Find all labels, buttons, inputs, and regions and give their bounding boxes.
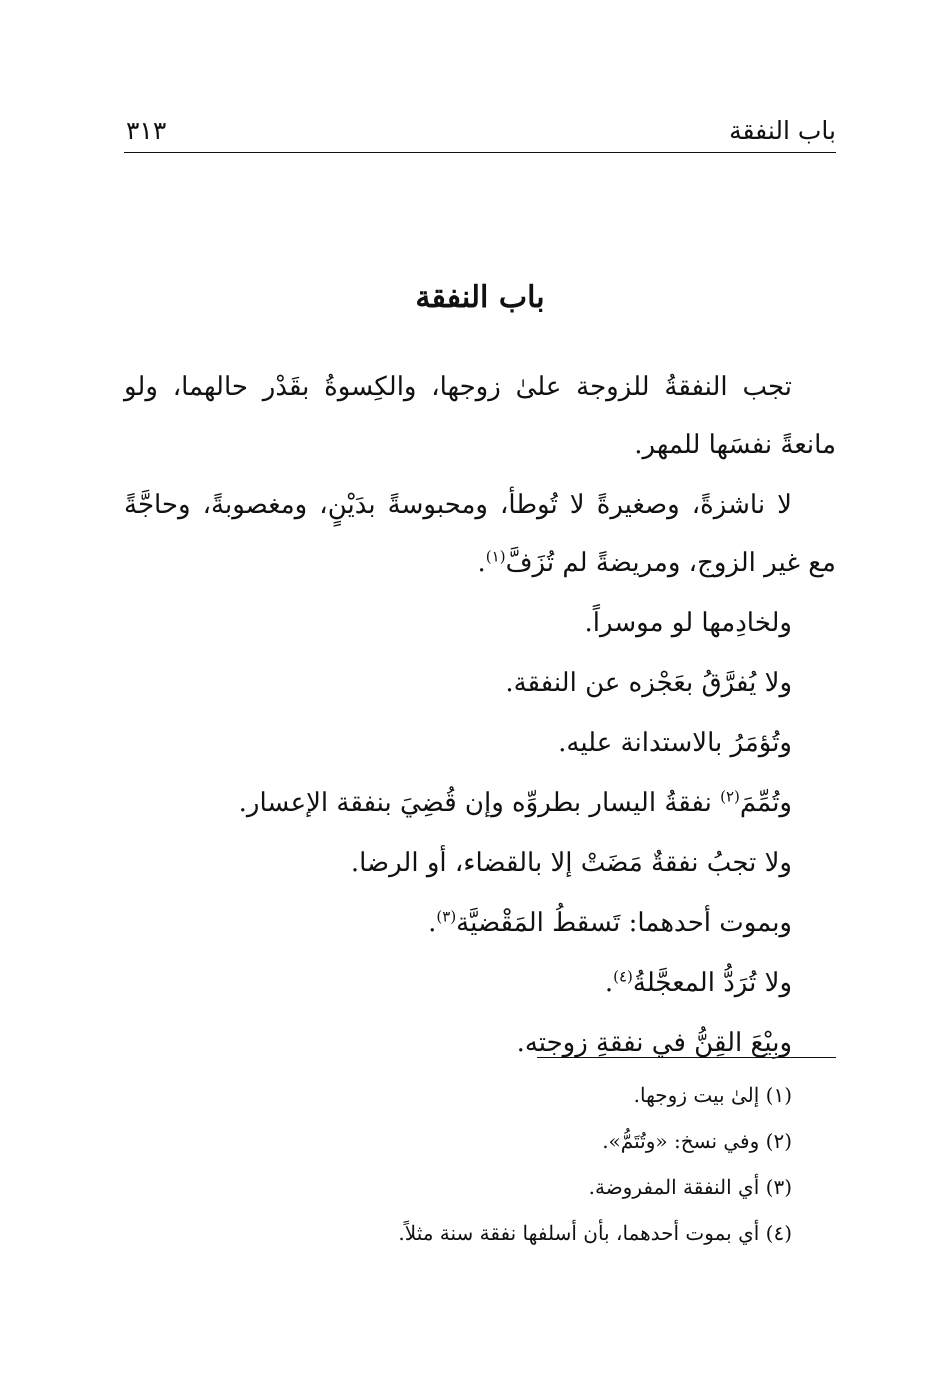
paragraph-5 <box>124 714 836 772</box>
header-rule <box>124 152 836 153</box>
paragraph-text: ولخادِمها لو موسراً. <box>584 608 792 638</box>
paragraph-8 <box>124 894 836 952</box>
paragraph-text: ولا يُفرَّقُ بعَجْزه عن النفقة. <box>505 668 792 698</box>
running-header <box>124 108 836 152</box>
paragraph-text: وتُمِّمَ <box>739 788 792 818</box>
footnote-4: (٤) أي بموت أحدهما، بأن أسلفها نفقة سنة مثلاً. <box>398 1221 792 1245</box>
footnote-ref-4[interactable]: (٤) <box>613 967 633 986</box>
footnotes <box>124 1072 792 1256</box>
footnote-ref-3[interactable]: (٣) <box>436 907 457 926</box>
paragraph-text-end: . <box>428 908 437 938</box>
running-header-chapter: باب النفقة <box>729 116 836 145</box>
footnote-ref-1[interactable]: (١) <box>485 547 506 566</box>
paragraph-text-end: . <box>604 968 614 998</box>
paragraph-2 <box>124 476 836 592</box>
paragraph-text: تجب النفقةُ للزوجة علىٰ زوجها، والكِسوةُ بقَدْر حالهما، ولو مانعةً نفسَها للمهر. <box>124 372 836 460</box>
footnote-rule <box>537 1057 836 1058</box>
paragraph-text: ولا تجبُ نفقةٌ مَضَتْ إلا بالقضاء، أو الرضا. <box>350 848 792 878</box>
paragraph-text: وتُؤمَرُ بالاستدانة عليه. <box>558 728 792 758</box>
paragraph-1 <box>124 358 836 474</box>
page-number: ٣١٣ <box>126 116 167 145</box>
paragraph-7 <box>124 834 836 892</box>
paragraph-9 <box>124 954 836 1012</box>
paragraph-text-end: . <box>477 548 486 578</box>
paragraph-3 <box>124 594 836 652</box>
paragraph-text-end: نفقةُ اليسار بطروِّه وإن قُضِيَ بنفقة الإعسار. <box>238 788 721 818</box>
footnote-3: (٣) أي النفقة المفروضة. <box>588 1175 792 1199</box>
paragraph-text: لا ناشزةً، وصغيرةً لا تُوطأ، ومحبوسةً بدَيْنٍ، ومغصوبةً، وحاجَّةً مع غير الزوج، ومريضةً لم تُزَفَّ <box>124 490 836 578</box>
paragraph-text: ولا تُرَدُّ المعجَّلةُ <box>632 968 792 998</box>
paragraph-4 <box>124 654 836 712</box>
main-text <box>124 358 836 1072</box>
paragraph-10 <box>124 1014 836 1072</box>
paragraph-text: وبِيْعَ القِنُّ في نفقةِ زوجته. <box>516 1028 792 1058</box>
paragraph-6 <box>124 774 836 832</box>
footnote-2: (٢) وفي نسخ: «وتُتَمُّ». <box>602 1129 792 1153</box>
footnote-ref-2[interactable]: (٢) <box>720 787 740 806</box>
paragraph-text: وبموت أحدهما: تَسقطُ المَقْضيَّة <box>456 908 792 938</box>
chapter-title: باب النفقة <box>415 280 545 315</box>
footnote-1: (١) إلىٰ بيت زوجها. <box>633 1083 792 1107</box>
